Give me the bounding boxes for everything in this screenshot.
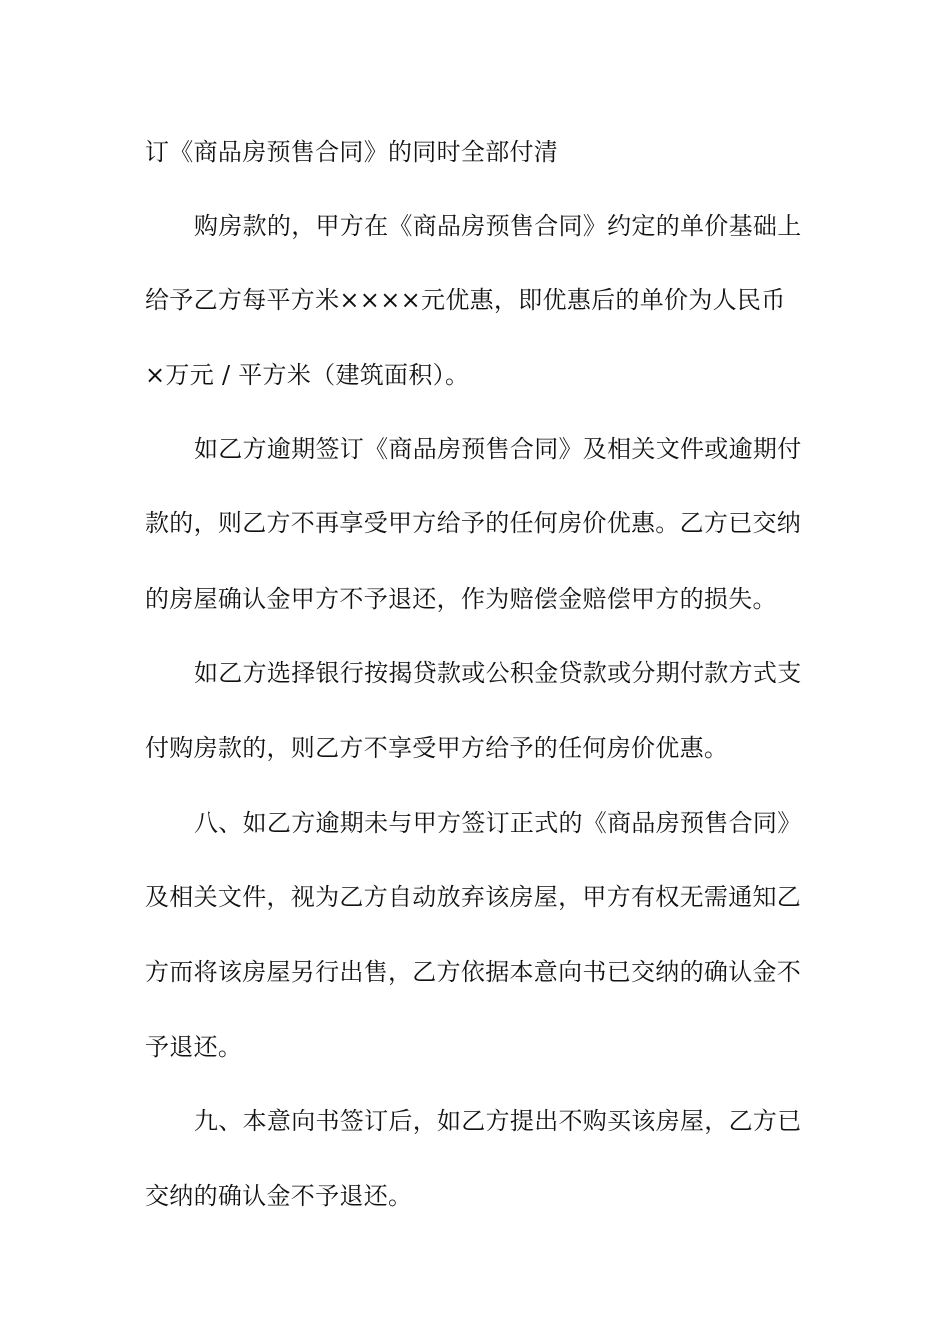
text-line: ×万元 / 平方米（建筑面积）。 bbox=[145, 361, 470, 389]
text-line: 予退还。 bbox=[145, 1033, 243, 1061]
text-line: 的房屋确认金甲方不予退还，作为赔偿金赔偿甲方的损失。 bbox=[145, 585, 777, 613]
text-line: 款的，则乙方不再享受甲方给予的任何房价优惠。乙方已交纳 bbox=[145, 509, 802, 537]
clause-nine-line: 九、本意向书签订后，如乙方提出不购买该房屋，乙方已 bbox=[194, 1107, 802, 1135]
text-line: 给予乙方每平方米××××元优惠，即优惠后的单价为人民币 bbox=[145, 286, 786, 314]
paragraph-start-line: 购房款的，甲方在《商品房预售合同》约定的单价基础上 bbox=[194, 212, 802, 240]
text-line: 交纳的确认金不予退还。 bbox=[145, 1182, 413, 1210]
paragraph-start-line: 如乙方逾期签订《商品房预售合同》及相关文件或逾期付 bbox=[194, 435, 802, 463]
text-line: 订《商品房预售合同》的同时全部付清 bbox=[145, 138, 559, 166]
text-line: 及相关文件，视为乙方自动放弃该房屋，甲方有权无需通知乙 bbox=[145, 883, 802, 911]
text-line: 付购房款的，则乙方不享受甲方给予的任何房价优惠。 bbox=[145, 734, 729, 762]
clause-eight-line: 八、如乙方逾期未与甲方签订正式的《商品房预售合同》 bbox=[194, 809, 802, 837]
paragraph-start-line: 如乙方选择银行按揭贷款或公积金贷款或分期付款方式支 bbox=[194, 659, 802, 687]
text-line: 方而将该房屋另行出售，乙方依据本意向书已交纳的确认金不 bbox=[145, 958, 802, 986]
